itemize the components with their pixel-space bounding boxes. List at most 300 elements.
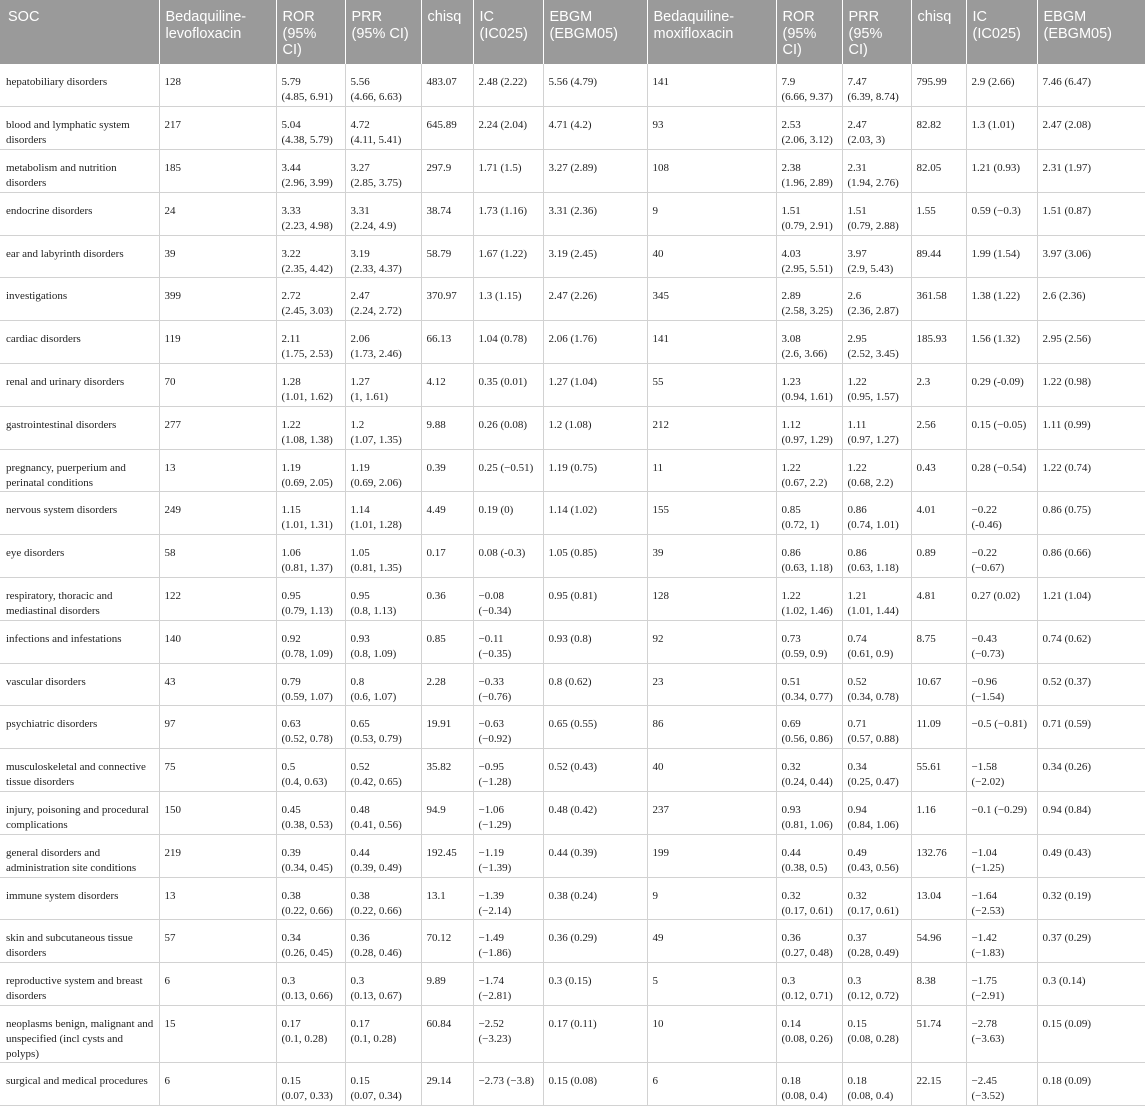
cell-value: 399 xyxy=(164,290,181,303)
cell-value: 1.22 (0.98) xyxy=(1042,376,1092,389)
cell-value: 0.36 xyxy=(350,932,370,945)
cell-value: 0.43 xyxy=(916,461,936,474)
moxi-count-cell xyxy=(647,877,776,920)
cell-value: 0.59 (−0.3) xyxy=(971,204,1021,217)
cell-value: 370.97 xyxy=(426,290,457,303)
levo-ic-cell xyxy=(473,877,543,920)
levo-ebgm-cell xyxy=(543,364,647,407)
cell-value: 2.47 (2.26) xyxy=(548,290,598,303)
cell-interval: (2.95, 5.51) xyxy=(781,262,833,275)
moxi-chisq-cell xyxy=(911,920,966,963)
cell-value: 29.14 xyxy=(426,1075,452,1088)
table-row xyxy=(0,663,1145,706)
cell-value: 0.18 xyxy=(781,1075,801,1088)
levo-ic-cell xyxy=(473,107,543,150)
cell-value: 2.72 xyxy=(281,290,301,303)
cell-value: −0.5 (−0.81) xyxy=(971,718,1027,731)
levo-prr-cell xyxy=(345,150,421,193)
levo-ebgm-cell xyxy=(543,406,647,449)
soc-cell xyxy=(0,192,159,235)
levo-count-cell xyxy=(159,235,276,278)
cell-interval: (−2.81) xyxy=(478,990,512,1003)
cell-value: 0.15 xyxy=(350,1075,370,1088)
table-row xyxy=(0,492,1145,535)
cell-interval: (0.28, 0.49) xyxy=(847,947,899,960)
table-row xyxy=(0,620,1145,663)
cell-value: 277 xyxy=(164,418,181,431)
cell-interval: (0.6, 1.07) xyxy=(350,690,397,703)
cell-interval: (1, 1.61) xyxy=(350,391,389,404)
levo-ebgm-cell xyxy=(543,449,647,492)
moxi-ror-cell xyxy=(776,406,842,449)
levo-prr-cell xyxy=(345,1063,421,1106)
table-row xyxy=(0,64,1145,107)
cell-interval: (0.84, 1.06) xyxy=(847,819,899,832)
cell-value: −1.04 xyxy=(971,846,997,859)
cell-interval: (0.59, 1.07) xyxy=(281,690,333,703)
cell-value: 3.97 xyxy=(847,247,867,260)
moxi-prr-cell xyxy=(842,107,911,150)
cell-value: 5 xyxy=(652,975,658,988)
cell-value: 1.2 (1.08) xyxy=(548,418,592,431)
cell-value: 0.38 (0.24) xyxy=(548,889,598,902)
moxi-chisq-cell xyxy=(911,535,966,578)
cell-value: 75 xyxy=(164,761,176,774)
cell-interval: (0.08, 0.4) xyxy=(781,1090,828,1103)
table-row xyxy=(0,749,1145,792)
cell-value: 150 xyxy=(164,804,181,817)
cell-value: 0.86 (0.66) xyxy=(1042,547,1092,560)
cell-value: 9 xyxy=(652,204,658,217)
cell-interval: (−1.25) xyxy=(971,861,1005,874)
levo-chisq-cell xyxy=(421,449,473,492)
levo-ror-cell xyxy=(276,107,345,150)
cell-value: 0.65 xyxy=(350,718,370,731)
moxi-ic-cell xyxy=(966,449,1037,492)
cell-interval: (1.07, 1.35) xyxy=(350,433,402,446)
table-row xyxy=(0,150,1145,193)
cell-interval: (2.6, 3.66) xyxy=(781,348,828,361)
moxi-prr-cell xyxy=(842,449,911,492)
moxi-prr-cell xyxy=(842,192,911,235)
cell-value: respiratory, thoracic and mediastinal disorders xyxy=(6,590,113,618)
moxi-ic-cell xyxy=(966,620,1037,663)
levo-chisq-cell xyxy=(421,192,473,235)
cell-value: −0.08 xyxy=(478,590,504,603)
cell-interval: (−0.67) xyxy=(971,562,1005,575)
moxi-ebgm-cell xyxy=(1037,107,1145,150)
levo-ic-cell xyxy=(473,578,543,621)
moxi-prr-cell xyxy=(842,1006,911,1063)
cell-value: 0.8 (0.62) xyxy=(548,675,592,688)
moxi-count-cell xyxy=(647,749,776,792)
levo-ror-cell xyxy=(276,792,345,835)
levo-ror-cell xyxy=(276,364,345,407)
moxi-ic-cell xyxy=(966,1063,1037,1106)
moxi-count-cell xyxy=(647,235,776,278)
header-levo-count: Bedaquiline-levofloxacin xyxy=(159,0,276,64)
table-row xyxy=(0,192,1145,235)
cell-value: 1.14 xyxy=(350,504,370,517)
cell-interval: (0.43, 0.56) xyxy=(847,861,899,874)
levo-chisq-cell xyxy=(421,492,473,535)
cell-interval: (0.68, 2.2) xyxy=(847,476,894,489)
levo-prr-cell xyxy=(345,321,421,364)
cell-value: surgical and medical procedures xyxy=(6,1075,148,1088)
cell-interval: (−2.53) xyxy=(971,904,1005,917)
cell-interval: (0.38, 0.5) xyxy=(781,861,828,874)
moxi-chisq-cell xyxy=(911,235,966,278)
cell-value: 6 xyxy=(164,975,170,988)
moxi-prr-cell xyxy=(842,278,911,321)
cell-value: 0.85 xyxy=(426,632,446,645)
levo-prr-cell xyxy=(345,663,421,706)
cell-value: metabolism and nutrition disorders xyxy=(6,162,117,190)
cell-interval: (6.39, 8.74) xyxy=(847,91,899,103)
levo-count-cell xyxy=(159,449,276,492)
cell-interval: (0.95, 1.57) xyxy=(847,391,899,404)
cell-value: 4.72 xyxy=(350,119,370,132)
cell-value: 297.9 xyxy=(426,162,452,175)
moxi-ic-cell xyxy=(966,64,1037,107)
moxi-count-cell xyxy=(647,535,776,578)
cell-value: 0.89 xyxy=(916,547,936,560)
moxi-prr-cell xyxy=(842,963,911,1006)
cell-value: eye disorders xyxy=(6,547,65,560)
levo-chisq-cell xyxy=(421,792,473,835)
moxi-prr-cell xyxy=(842,535,911,578)
cell-value: 0.37 (0.29) xyxy=(1042,932,1092,945)
cell-value: 0.32 xyxy=(847,889,867,902)
cell-value: 2.95 xyxy=(847,333,867,346)
cell-value: −1.42 xyxy=(971,932,997,945)
cell-interval: (0.56, 0.86) xyxy=(781,733,833,746)
cell-value: 0.39 xyxy=(426,461,446,474)
cell-value: 0.51 xyxy=(781,675,801,688)
soc-cell xyxy=(0,150,159,193)
levo-ic-cell xyxy=(473,535,543,578)
cell-value: 2.24 (2.04) xyxy=(478,119,528,132)
moxi-ebgm-cell xyxy=(1037,663,1145,706)
cell-value: reproductive system and breast disorders xyxy=(6,975,143,1003)
levo-ebgm-cell xyxy=(543,578,647,621)
levo-prr-cell xyxy=(345,706,421,749)
cell-interval: (2.23, 4.98) xyxy=(281,219,333,232)
cell-interval: (−0.76) xyxy=(478,690,512,703)
moxi-ic-cell xyxy=(966,406,1037,449)
levo-prr-cell xyxy=(345,364,421,407)
cell-value: 7.47 xyxy=(847,76,867,88)
levo-prr-cell xyxy=(345,449,421,492)
cell-value: 3.31 (2.36) xyxy=(548,204,598,217)
moxi-ror-cell xyxy=(776,535,842,578)
levo-ebgm-cell xyxy=(543,620,647,663)
moxi-count-cell xyxy=(647,920,776,963)
cell-value: 1.22 xyxy=(847,376,867,389)
cell-value: 43 xyxy=(164,675,176,688)
cell-interval: (1.96, 2.89) xyxy=(781,177,833,190)
cell-value: 0.32 (0.19) xyxy=(1042,889,1092,902)
levo-ebgm-cell xyxy=(543,1006,647,1063)
cell-interval: (0.41, 0.56) xyxy=(350,819,402,832)
cell-value: 2.06 xyxy=(350,333,370,346)
cell-interval: (0.08, 0.26) xyxy=(781,1033,833,1046)
cell-interval: (0.27, 0.48) xyxy=(781,947,833,960)
cell-value: musculoskeletal and connective tissue disorders xyxy=(6,761,146,789)
cell-value: 249 xyxy=(164,504,181,517)
cell-interval: (0.67, 2.2) xyxy=(781,476,828,489)
cell-value: 1.16 xyxy=(916,804,936,817)
levo-ror-cell xyxy=(276,1063,345,1106)
cell-interval: (0.57, 0.88) xyxy=(847,733,899,746)
cell-value: 0.44 (0.39) xyxy=(548,846,598,859)
levo-ror-cell xyxy=(276,492,345,535)
cell-value: 3.22 xyxy=(281,247,301,260)
levo-count-cell xyxy=(159,64,276,107)
cell-value: 0.25 (−0.51) xyxy=(478,461,534,474)
cell-value: 4.49 xyxy=(426,504,446,517)
soc-cell xyxy=(0,749,159,792)
cell-value: 0.73 xyxy=(781,632,801,645)
cell-value: 128 xyxy=(652,590,669,603)
moxi-chisq-cell xyxy=(911,834,966,877)
cell-value: 0.32 xyxy=(781,889,801,902)
levo-ebgm-cell xyxy=(543,1063,647,1106)
cell-value: 55.61 xyxy=(916,761,942,774)
cell-value: 2.89 xyxy=(781,290,801,303)
cell-interval: (0.79, 2.88) xyxy=(847,219,899,232)
cell-value: 4.71 (4.2) xyxy=(548,119,592,132)
table-row xyxy=(0,1063,1145,1106)
cell-value: 345 xyxy=(652,290,669,303)
moxi-count-cell xyxy=(647,449,776,492)
moxi-ror-cell xyxy=(776,321,842,364)
cell-value: 5.79 xyxy=(281,76,301,88)
cell-interval: (2.52, 3.45) xyxy=(847,348,899,361)
cell-value: 219 xyxy=(164,846,181,859)
levo-chisq-cell xyxy=(421,620,473,663)
moxi-ror-cell xyxy=(776,1063,842,1106)
moxi-ror-cell xyxy=(776,235,842,278)
levo-prr-cell xyxy=(345,792,421,835)
levo-prr-cell xyxy=(345,620,421,663)
cell-value: 54.96 xyxy=(916,932,942,945)
cell-value: 82.82 xyxy=(916,119,942,132)
header-levo-ebgm: EBGM (EBGM05) xyxy=(543,0,647,64)
moxi-ic-cell xyxy=(966,535,1037,578)
levo-chisq-cell xyxy=(421,406,473,449)
moxi-chisq-cell xyxy=(911,1006,966,1063)
cell-value: 0.28 (−0.54) xyxy=(971,461,1027,474)
cell-value: 361.58 xyxy=(916,290,947,303)
cell-value: 0.44 xyxy=(350,846,370,859)
cell-value: 1.21 (0.93) xyxy=(971,162,1021,175)
table-row xyxy=(0,364,1145,407)
moxi-ebgm-cell xyxy=(1037,620,1145,663)
levo-count-cell xyxy=(159,192,276,235)
cell-interval: (0.59, 0.9) xyxy=(781,647,828,660)
moxi-count-cell xyxy=(647,706,776,749)
cell-value: 19.91 xyxy=(426,718,452,731)
moxi-ror-cell xyxy=(776,706,842,749)
soc-cell xyxy=(0,706,159,749)
table-row xyxy=(0,278,1145,321)
cell-value: 2.31 (1.97) xyxy=(1042,162,1092,175)
cell-interval: (0.26, 0.45) xyxy=(281,947,333,960)
cell-value: 24 xyxy=(164,204,176,217)
soc-cell xyxy=(0,535,159,578)
cell-value: 2.06 (1.76) xyxy=(548,333,598,346)
moxi-ror-cell xyxy=(776,1006,842,1063)
cell-value: 0.3 xyxy=(847,975,862,988)
cell-interval: (0.17, 0.61) xyxy=(847,904,899,917)
soc-cell xyxy=(0,792,159,835)
cell-value: 0.52 (0.43) xyxy=(548,761,598,774)
moxi-ebgm-cell xyxy=(1037,492,1145,535)
levo-ic-cell xyxy=(473,150,543,193)
cell-value: 1.22 xyxy=(781,590,801,603)
cell-interval: (0.81, 1.37) xyxy=(281,562,333,575)
cell-interval: (0.34, 0.77) xyxy=(781,690,833,703)
cell-interval: (0.81, 1.06) xyxy=(781,819,833,832)
moxi-chisq-cell xyxy=(911,620,966,663)
moxi-prr-cell xyxy=(842,578,911,621)
cell-value: −0.11 xyxy=(478,632,504,645)
cell-value: 2.9 (2.66) xyxy=(971,76,1015,88)
soc-cell xyxy=(0,578,159,621)
cell-value: −0.43 xyxy=(971,632,997,645)
cell-value: 0.27 (0.02) xyxy=(971,590,1021,603)
moxi-ebgm-cell xyxy=(1037,235,1145,278)
soc-cell xyxy=(0,663,159,706)
levo-prr-cell xyxy=(345,492,421,535)
cell-value: 93 xyxy=(652,119,664,132)
cell-value: 10 xyxy=(652,1018,664,1031)
levo-chisq-cell xyxy=(421,749,473,792)
cell-interval: (1.02, 1.46) xyxy=(781,605,833,618)
cell-value: 0.8 xyxy=(350,675,365,688)
levo-ror-cell xyxy=(276,749,345,792)
cell-interval: (1.01, 1.31) xyxy=(281,519,333,532)
levo-prr-cell xyxy=(345,535,421,578)
cell-value: 0.38 xyxy=(350,889,370,902)
header-moxi-count: Bedaquiline-moxifloxacin xyxy=(647,0,776,64)
cell-value: 1.55 xyxy=(916,204,936,217)
cell-value: 192.45 xyxy=(426,846,457,859)
moxi-ic-cell xyxy=(966,578,1037,621)
header-row xyxy=(0,0,1145,64)
cell-value: 3.27 xyxy=(350,162,370,175)
moxi-ebgm-cell xyxy=(1037,1006,1145,1063)
moxi-prr-cell xyxy=(842,492,911,535)
cell-value: −0.22 xyxy=(971,504,997,517)
cell-value: 66.13 xyxy=(426,333,452,346)
table-header xyxy=(0,0,1145,64)
cell-value: 0.79 xyxy=(281,675,301,688)
levo-ror-cell xyxy=(276,278,345,321)
table-row xyxy=(0,706,1145,749)
levo-chisq-cell xyxy=(421,364,473,407)
cell-value: 3.27 (2.89) xyxy=(548,162,598,175)
table-row xyxy=(0,963,1145,1006)
cell-value: injury, poisoning and procedural complications xyxy=(6,804,149,832)
cell-value: 1.23 xyxy=(781,376,801,389)
cell-value: 3.19 (2.45) xyxy=(548,247,598,260)
levo-prr-cell xyxy=(345,749,421,792)
levo-ic-cell xyxy=(473,492,543,535)
cell-value: 0.48 xyxy=(350,804,370,817)
cell-interval: (0.78, 1.09) xyxy=(281,647,333,660)
header-moxi-ror: ROR (95% CI) xyxy=(776,0,842,64)
levo-ror-cell xyxy=(276,150,345,193)
cell-value: 0.26 (0.08) xyxy=(478,418,528,431)
levo-count-cell xyxy=(159,406,276,449)
cell-interval: (2.06, 3.12) xyxy=(781,134,833,147)
levo-ebgm-cell xyxy=(543,150,647,193)
cell-value: 141 xyxy=(652,333,669,346)
cell-value: 217 xyxy=(164,119,181,132)
cell-value: −1.19 xyxy=(478,846,504,859)
levo-count-cell xyxy=(159,1063,276,1106)
cell-value: 10.67 xyxy=(916,675,942,688)
cell-value: vascular disorders xyxy=(6,675,86,688)
cell-interval: (2.58, 3.25) xyxy=(781,305,833,318)
cell-value: 40 xyxy=(652,761,664,774)
cell-value: −1.74 xyxy=(478,975,504,988)
cell-interval: (6.66, 9.37) xyxy=(781,91,833,103)
levo-chisq-cell xyxy=(421,235,473,278)
cell-interval: (0.52, 0.78) xyxy=(281,733,333,746)
moxi-ic-cell xyxy=(966,107,1037,150)
cell-value: 0.93 xyxy=(781,804,801,817)
moxi-prr-cell xyxy=(842,877,911,920)
cell-value: 9 xyxy=(652,889,658,902)
cell-value: −0.96 xyxy=(971,675,997,688)
cell-interval: (0.13, 0.66) xyxy=(281,990,333,1003)
moxi-count-cell xyxy=(647,620,776,663)
moxi-count-cell xyxy=(647,792,776,835)
moxi-ebgm-cell xyxy=(1037,449,1145,492)
levo-prr-cell xyxy=(345,578,421,621)
cell-value: 1.14 (1.02) xyxy=(548,504,598,517)
cell-value: −2.52 xyxy=(478,1018,504,1031)
cell-interval: (0.74, 1.01) xyxy=(847,519,899,532)
cell-interval: (2.45, 3.03) xyxy=(281,305,333,318)
cell-value: 0.18 xyxy=(847,1075,867,1088)
levo-ebgm-cell xyxy=(543,64,647,107)
header-moxi-ic: IC (IC025) xyxy=(966,0,1037,64)
cell-interval: (2.36, 2.87) xyxy=(847,305,899,318)
levo-ebgm-cell xyxy=(543,192,647,235)
cell-value: 38.74 xyxy=(426,204,452,217)
moxi-ror-cell xyxy=(776,364,842,407)
cell-value: 0.17 (0.11) xyxy=(548,1018,597,1031)
cell-value: 8.75 xyxy=(916,632,936,645)
levo-prr-cell xyxy=(345,1006,421,1063)
levo-ic-cell xyxy=(473,406,543,449)
moxi-ic-cell xyxy=(966,877,1037,920)
cell-value: 2.95 (2.56) xyxy=(1042,333,1092,346)
levo-ebgm-cell xyxy=(543,492,647,535)
levo-ror-cell xyxy=(276,877,345,920)
cell-value: 1.71 (1.5) xyxy=(478,162,522,175)
cell-value: 140 xyxy=(164,632,181,645)
cell-value: 1.22 xyxy=(847,461,867,474)
cell-interval: (0.08, 0.28) xyxy=(847,1033,899,1046)
cell-value: 2.56 xyxy=(916,418,936,431)
cell-interval: (2.33, 4.37) xyxy=(350,262,402,275)
levo-chisq-cell xyxy=(421,706,473,749)
